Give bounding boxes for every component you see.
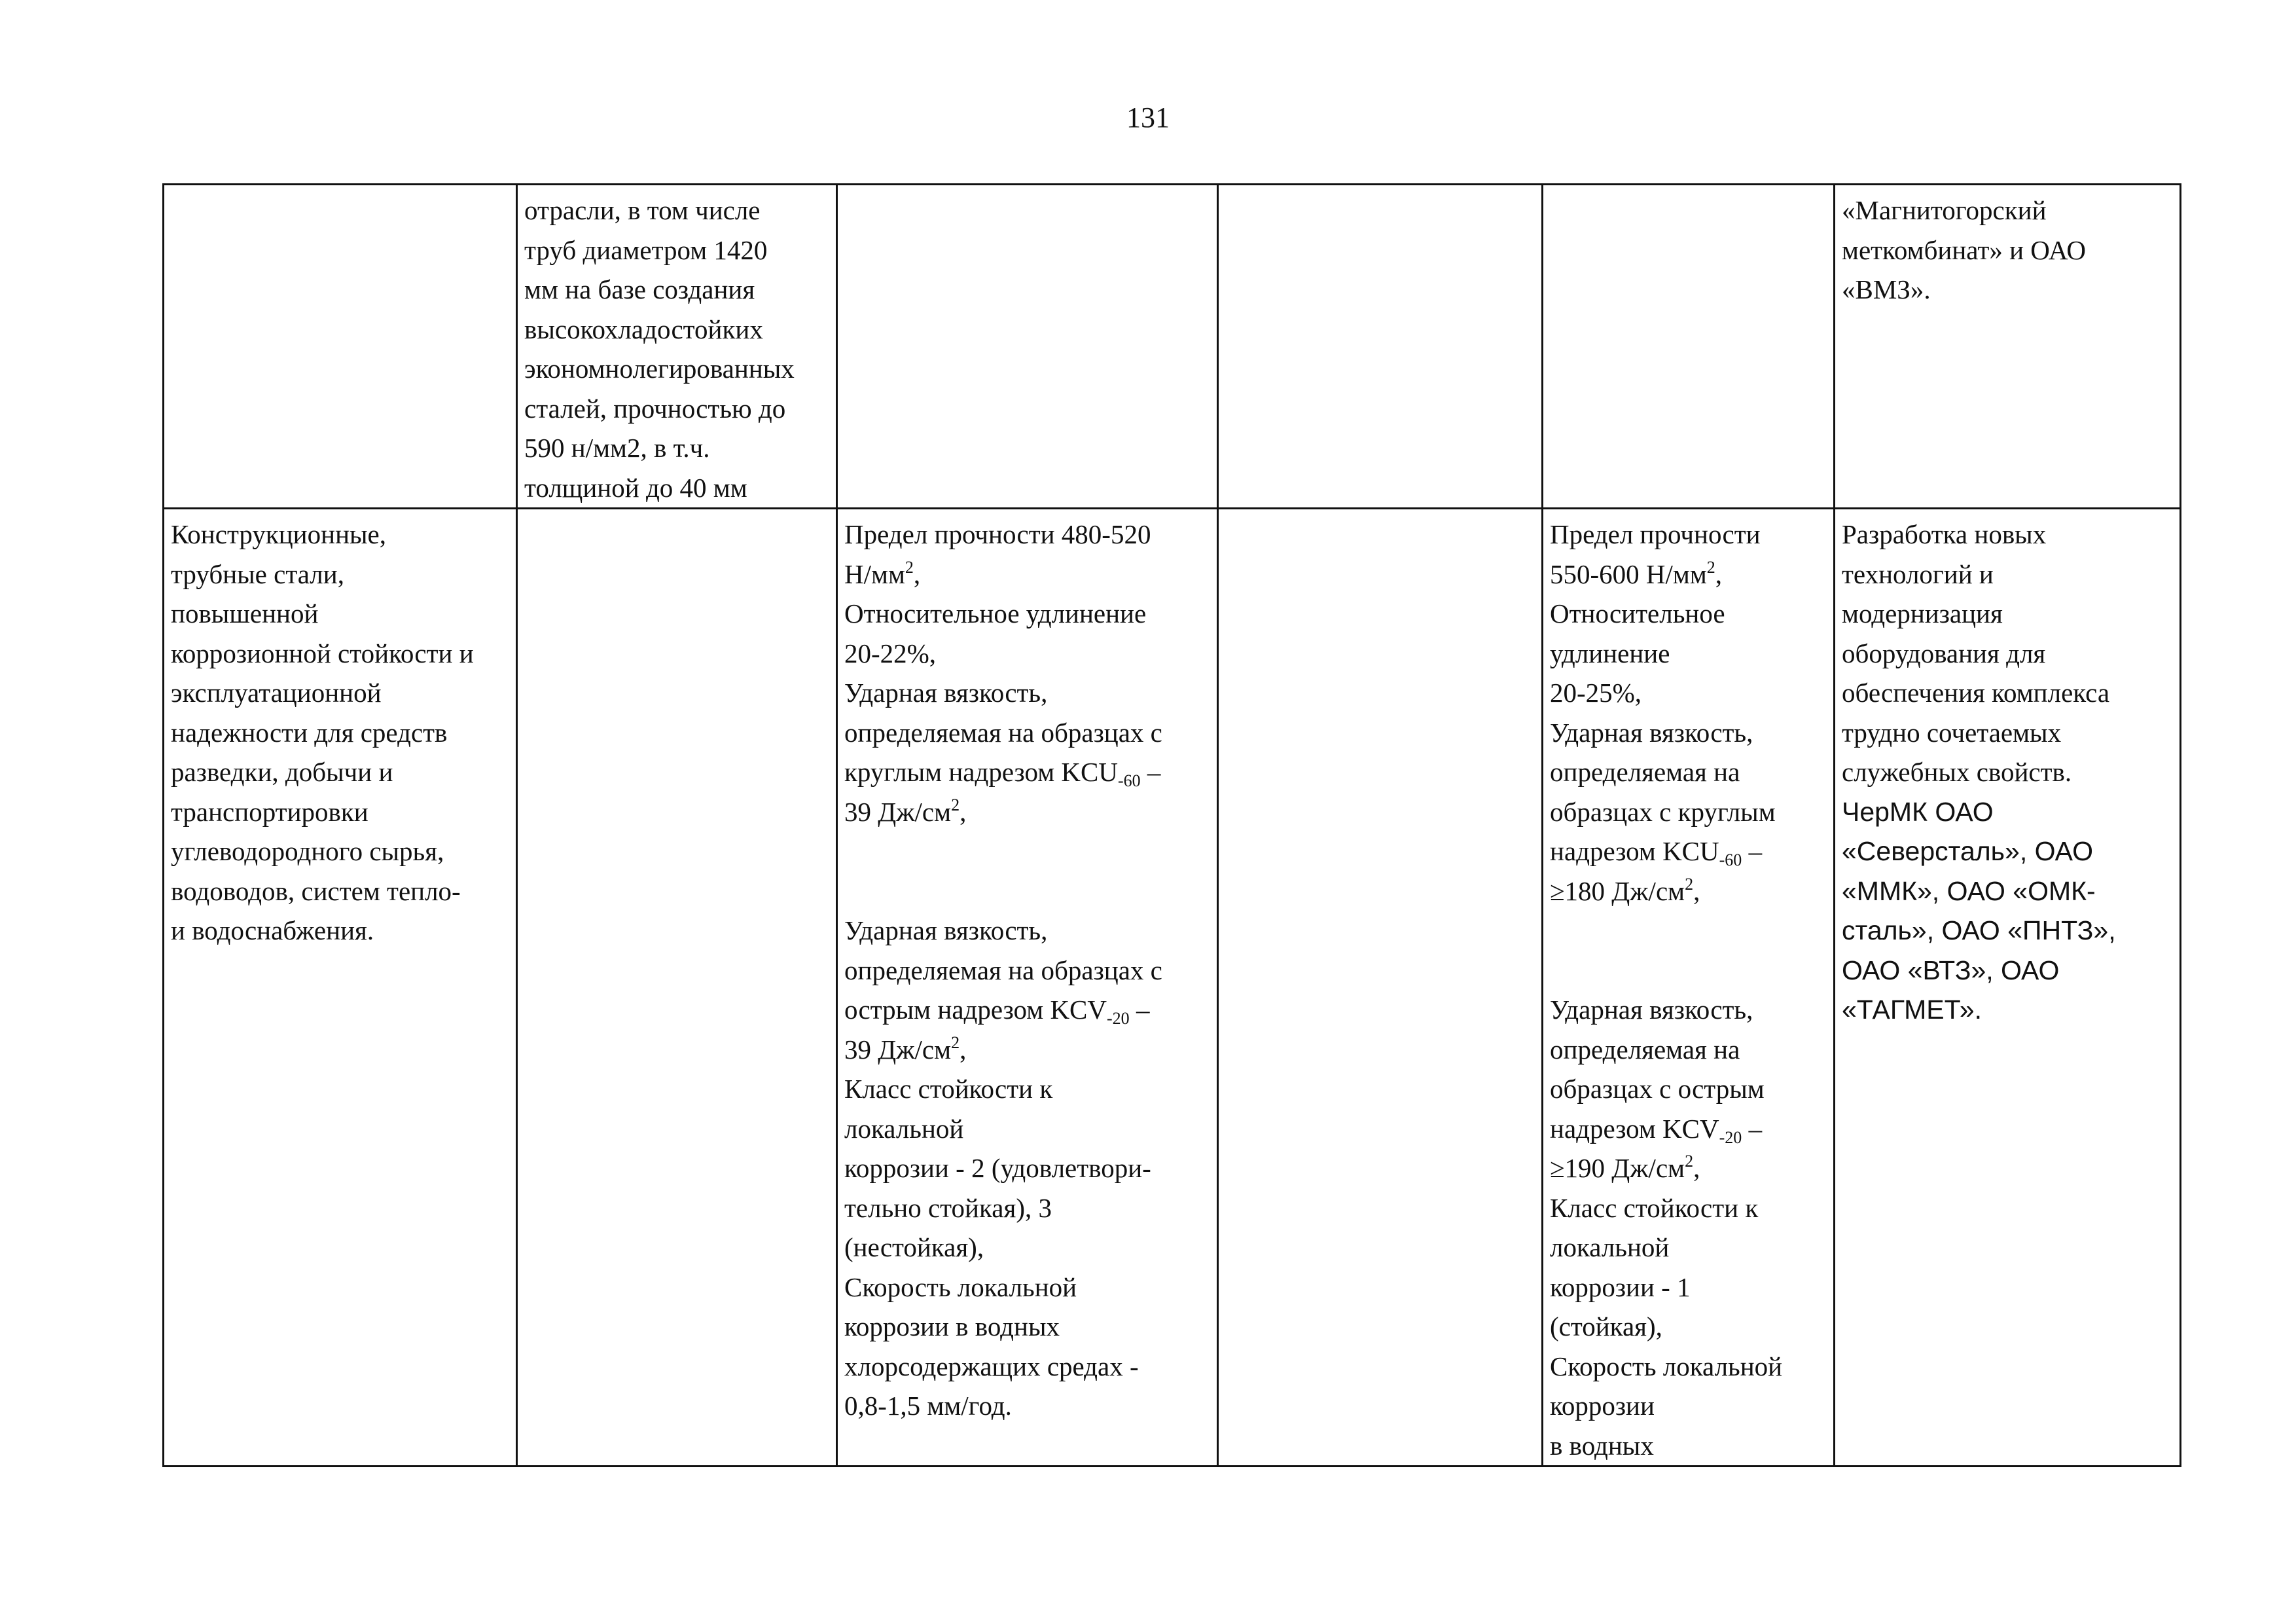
cell-text-line: [524, 230, 829, 270]
line-text: острым надрезом KCV: [844, 994, 1107, 1025]
line-text: служебных свойств.: [1842, 757, 2072, 787]
table-cell: [837, 509, 1218, 1467]
line-text: разведки, добычи и: [171, 757, 393, 787]
cell-text-line: [844, 1148, 1210, 1188]
line-text: эксплуатационной: [171, 678, 382, 708]
line-text: 39 Дж/см: [844, 796, 952, 827]
line-text: Ударная вязкость,: [1550, 994, 1753, 1025]
cell-text-line: [524, 270, 829, 310]
cell-text-line: [844, 1267, 1210, 1307]
cell-text-line: [1842, 871, 2173, 911]
cell-text-line: [844, 555, 1210, 594]
cell-text-line: [171, 713, 509, 753]
line-text: Класс стойкости к: [844, 1074, 1053, 1104]
table-cell: [1543, 509, 1835, 1467]
cell-text-line: [171, 515, 509, 555]
cell-text-line: [1550, 1426, 1827, 1466]
cell-text-line: [1842, 911, 2173, 951]
cell-text-line: [171, 871, 509, 911]
line-text: Предел прочности 480-520: [844, 519, 1151, 549]
table-cell: [1835, 185, 2181, 509]
cell-text-line: [844, 792, 1210, 832]
cell-text-line: [844, 1188, 1210, 1228]
cell-text-line: [524, 468, 829, 508]
line-suffix: –: [1742, 1113, 1763, 1144]
superscript: 2: [951, 1032, 960, 1052]
cell-text-line: [1550, 871, 1827, 911]
line-text: модернизация: [1842, 598, 2003, 629]
table-cell: [1835, 509, 2181, 1467]
line-suffix: ,: [1715, 558, 1723, 589]
line-text: трудно сочетаемых: [1842, 717, 2062, 748]
cell-text-line: [524, 349, 829, 389]
line-text: трубные стали,: [171, 558, 344, 589]
line-text: и водоснабжения.: [171, 915, 374, 945]
cell-text-line: [1842, 270, 2173, 310]
cell-text-line: [844, 831, 1210, 871]
cell-text-line: [1842, 594, 2173, 634]
line-text: «ВМЗ».: [1842, 274, 1931, 304]
cell-text-line: [1842, 792, 2173, 832]
line-text: коррозии - 1: [1550, 1271, 1691, 1302]
cell-text-line: [171, 555, 509, 594]
line-text: локальной: [844, 1113, 964, 1144]
table-row: [164, 185, 2181, 509]
line-text: экономнолегированных: [524, 354, 795, 384]
cell-text-line: [1550, 1307, 1827, 1347]
cell-text-line: [1550, 1347, 1827, 1387]
table-cell: [1218, 185, 1543, 509]
cell-text-line: [1550, 634, 1827, 674]
cell-text-line: [1550, 515, 1827, 555]
cell-text-line: [844, 713, 1210, 753]
cell-text-line: [844, 1386, 1210, 1426]
line-text: Ударная вязкость,: [1550, 717, 1753, 748]
line-text: коррозионной стойкости и: [171, 638, 474, 668]
subscript: -60: [1719, 850, 1742, 869]
line-text: водоводов, систем тепло-: [171, 875, 461, 906]
table-cell: [837, 185, 1218, 509]
cell-text-line: [1842, 191, 2173, 230]
line-text: ЧерМК ОАО: [1842, 796, 1994, 827]
cell-text-line: [1550, 1109, 1827, 1149]
table-cell: [517, 185, 837, 509]
line-text: 590 н/мм2, в т.ч.: [524, 433, 710, 463]
cell-text-line: [1842, 515, 2173, 555]
line-text: Класс стойкости к: [1550, 1192, 1759, 1223]
cell-text-line: [524, 310, 829, 350]
line-text: (нестойкая),: [844, 1232, 984, 1262]
cell-text-line: [1842, 555, 2173, 594]
line-text: «Магнитогорский: [1842, 195, 2047, 225]
line-text: коррозии - 2 (удовлетвори-: [844, 1153, 1151, 1183]
line-text: Скорость локальной: [844, 1271, 1077, 1302]
cell-text-line: [1550, 1267, 1827, 1307]
line-text: сталей, прочностью до: [524, 393, 786, 424]
subscript: -60: [1117, 771, 1141, 790]
cell-text-line: [844, 1228, 1210, 1267]
line-text: «ММК», ОАО «ОМК-: [1842, 875, 2096, 906]
cell-text-line: [1550, 1188, 1827, 1228]
cell-text-line: [1550, 555, 1827, 594]
cell-text-line: [844, 871, 1210, 911]
line-text: образцах с круглым: [1550, 796, 1776, 827]
table-cell: [164, 509, 517, 1467]
table-cell: [1218, 509, 1543, 1467]
line-text: Н/мм: [844, 558, 905, 589]
line-suffix: ,: [960, 1034, 967, 1065]
line-text: Относительное удлинение: [844, 598, 1147, 629]
cell-text-line: [844, 990, 1210, 1030]
line-text: хлорсодержащих средах -: [844, 1351, 1139, 1381]
cell-text-line: [171, 911, 509, 951]
line-text: ≥180 Дж/см: [1550, 875, 1685, 906]
cell-text-line: [844, 1109, 1210, 1149]
line-text: Разработка новых: [1842, 519, 2047, 549]
cell-text-line: [171, 831, 509, 871]
line-text: ≥190 Дж/см: [1550, 1153, 1685, 1183]
cell-text-line: [1842, 634, 2173, 674]
cell-text-line: [171, 673, 509, 713]
cell-text-line: [1842, 951, 2173, 991]
cell-text-line: [844, 1030, 1210, 1070]
subscript: -20: [1107, 1009, 1130, 1028]
subscript: -20: [1719, 1127, 1742, 1147]
cell-text-line: [844, 515, 1210, 555]
line-suffix: –: [1742, 836, 1763, 866]
line-text: Ударная вязкость,: [844, 915, 1048, 945]
superscript: 2: [1685, 1152, 1694, 1171]
table-cell: [164, 185, 517, 509]
line-text: надрезом KCV: [1550, 1113, 1719, 1144]
cell-text-line: [524, 428, 829, 468]
cell-text-line: [1842, 713, 2173, 753]
line-text: транспортировки: [171, 796, 368, 827]
cell-text-line: [1550, 673, 1827, 713]
line-suffix: ,: [913, 558, 921, 589]
cell-text-line: [1842, 831, 2173, 871]
line-text: Относительное: [1550, 598, 1725, 629]
line-text: 39 Дж/см: [844, 1034, 952, 1065]
line-text: образцах с острым: [1550, 1074, 1765, 1104]
line-text: труб диаметром 1420: [524, 234, 768, 265]
cell-text-line: [1842, 230, 2173, 270]
superscript: 2: [951, 795, 960, 814]
cell-text-line: [1550, 1148, 1827, 1188]
cell-text-line: [1550, 792, 1827, 832]
line-text: оборудования для: [1842, 638, 2046, 668]
line-text: (стойкая),: [1550, 1311, 1662, 1341]
line-text: надежности для средств: [171, 717, 448, 748]
line-text: 20-22%,: [844, 638, 937, 668]
cell-text-line: [844, 752, 1210, 792]
cell-text-line: [171, 594, 509, 634]
cell-text-line: [844, 1069, 1210, 1109]
line-text: повышенной: [171, 598, 319, 629]
cell-text-line: [524, 191, 829, 230]
line-text: коррозии в водных: [844, 1311, 1060, 1341]
line-text: «Северсталь», ОАО: [1842, 836, 2093, 866]
line-text: локальной: [1550, 1232, 1670, 1262]
line-text: 20-25%,: [1550, 678, 1642, 708]
table-cell: [1543, 185, 1835, 509]
line-text: определяемая на: [1550, 1034, 1740, 1065]
cell-text-line: [524, 389, 829, 429]
cell-text-line: [1550, 752, 1827, 792]
cell-text-line: [844, 911, 1210, 951]
line-text: «ТАГМЕТ».: [1842, 994, 1982, 1025]
cell-text-line: [844, 673, 1210, 713]
line-text: технологий и: [1842, 558, 1994, 589]
page-number: 131: [1126, 101, 1170, 134]
line-text: мм на базе создания: [524, 274, 755, 304]
line-text: определяемая на образцах с: [844, 955, 1162, 985]
line-text: сталь», ОАО «ПНТЗ»,: [1842, 915, 2116, 945]
line-text: меткомбинат» и ОАО: [1842, 234, 2087, 265]
line-text: отрасли, в том числе: [524, 195, 761, 225]
line-suffix: ,: [1693, 1153, 1700, 1183]
superscript: 2: [1685, 874, 1694, 894]
cell-text-line: [171, 792, 509, 832]
cell-text-line: [844, 951, 1210, 991]
cell-text-line: [171, 752, 509, 792]
cell-text-line: [1550, 594, 1827, 634]
cell-text-line: [1550, 1386, 1827, 1426]
cell-text-line: [1550, 1030, 1827, 1070]
line-text: углеводородного сырья,: [171, 836, 444, 866]
line-text: определяемая на образцах с: [844, 717, 1162, 748]
line-text: ОАО «ВТЗ», ОАО: [1842, 955, 2060, 985]
line-text: 0,8-1,5 мм/год.: [844, 1391, 1012, 1421]
line-text: Ударная вязкость,: [844, 678, 1048, 708]
line-text: толщиной до 40 мм: [524, 472, 747, 503]
line-suffix: ,: [1693, 875, 1700, 906]
table-row: [164, 509, 2181, 1467]
line-text: коррозии: [1550, 1391, 1655, 1421]
line-text: в водных: [1550, 1430, 1654, 1461]
cell-text-line: [1842, 673, 2173, 713]
superscript: 2: [905, 557, 914, 577]
cell-text-line: [1550, 990, 1827, 1030]
cell-text-line: [844, 1307, 1210, 1347]
line-text: Конструкционные,: [171, 519, 387, 549]
cell-text-line: [1550, 1228, 1827, 1267]
line-suffix: ,: [960, 796, 967, 827]
line-text: определяемая на: [1550, 757, 1740, 787]
line-text: удлинение: [1550, 638, 1670, 668]
data-table: [162, 183, 2181, 1467]
line-suffix: –: [1129, 994, 1150, 1025]
cell-text-line: [1550, 831, 1827, 871]
line-text: Скорость локальной: [1550, 1351, 1783, 1381]
line-text: 550-600 Н/мм: [1550, 558, 1707, 589]
table-cell: [517, 509, 837, 1467]
line-text: круглым надрезом KCU: [844, 757, 1118, 787]
superscript: 2: [1706, 557, 1715, 577]
line-text: надрезом KCU: [1550, 836, 1719, 866]
cell-text-line: [1550, 951, 1827, 991]
line-text: тельно стойкая), 3: [844, 1192, 1052, 1223]
line-text: Предел прочности: [1550, 519, 1761, 549]
cell-text-line: [844, 634, 1210, 674]
cell-text-line: [1842, 752, 2173, 792]
cell-text-line: [844, 1347, 1210, 1387]
cell-text-line: [844, 594, 1210, 634]
line-text: высокохладостойких: [524, 314, 763, 344]
line-text: обеспечения комплекса: [1842, 678, 2110, 708]
line-suffix: –: [1140, 757, 1161, 787]
cell-text-line: [1550, 1069, 1827, 1109]
cell-text-line: [1550, 713, 1827, 753]
cell-text-line: [1842, 990, 2173, 1030]
cell-text-line: [171, 634, 509, 674]
cell-text-line: [1550, 911, 1827, 951]
